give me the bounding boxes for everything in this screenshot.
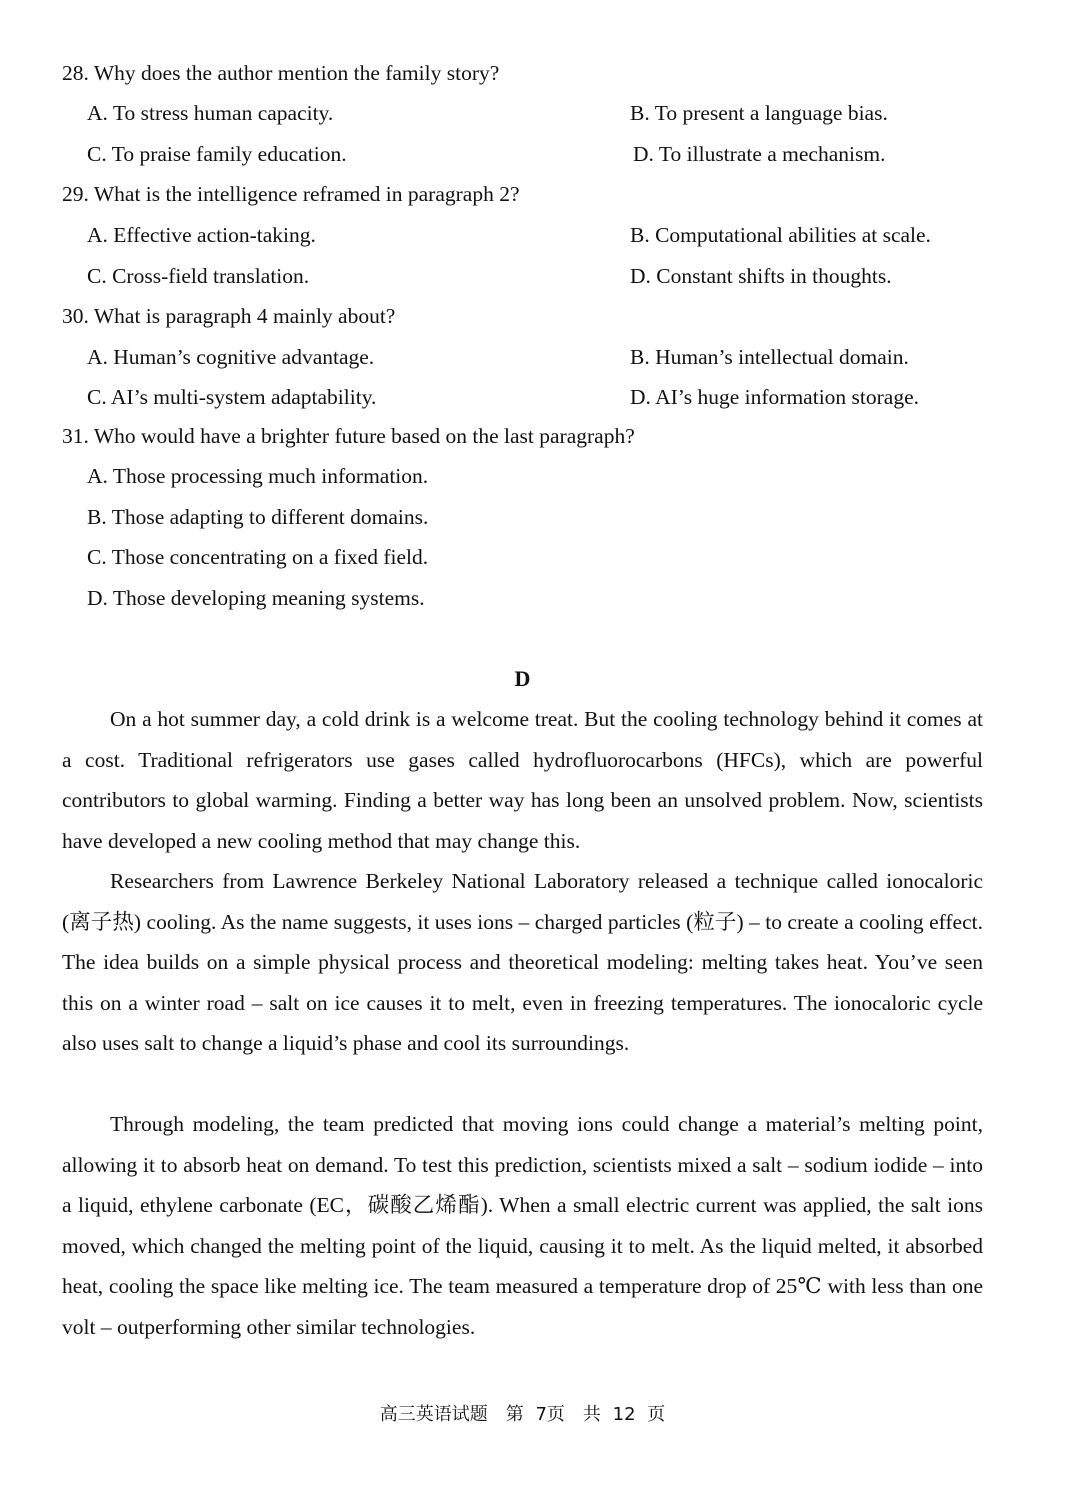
paragraph-2-text: Researchers from Lawrence Berkeley National Laboratory released a technique called ionocaloric (离子热) cooling. As the name suggests, it uses ions – charged particles (粒子) – to create a cooling effect. The idea builds on a simple physical process and theoretical modeling: melting takes heat. You’ve seen this on a winter road – salt on ice causes it to melt, even in freezing temperatures. The ionocaloric cycle also uses salt to change a liquid’s phase and cool its surroundings. [62, 869, 983, 1056]
page-footer: 高三英语试题 第 7页 共 12 页 [379, 1404, 666, 1425]
question-29-stem: 29. What is the intelligence reframed in paragraph 2? [62, 182, 520, 206]
question-31-option-c: C. Those concentrating on a fixed field. [87, 545, 429, 569]
paragraph-3-text: Through modeling, the team predicted that moving ions could change a material’s melting point, allowing it to absorb heat on demand. To test this prediction, scientists mixed a salt – sodium iodide – into a liquid, ethylene carbonate (EC，碳酸乙烯酯). When a small electric current was applied, the salt ions moved, which changed the melting point of the liquid, causing it to melt. As the liquid melted, it absorbed heat, cooling the space like melting ice. The team measured a temperature drop of 25℃ with less than one volt – outperforming other similar technologies. [62, 1112, 983, 1339]
question-30-option-c: C. AI’s multi-system adaptability. [87, 385, 377, 409]
question-28-option-d: D. To illustrate a mechanism. [633, 142, 886, 166]
passage-paragraph-3 [62, 1104, 983, 1348]
passage-paragraph-2 [62, 861, 983, 1064]
question-30-option-a: A. Human’s cognitive advantage. [87, 345, 375, 369]
question-29-option-b: B. Computational abilities at scale. [630, 223, 931, 247]
question-31-option-b: B. Those adapting to different domains. [87, 505, 429, 529]
question-31-stem: 31. Who would have a brighter future based on the last paragraph? [62, 424, 635, 448]
question-28-option-c: C. To praise family education. [87, 142, 347, 166]
paragraph-1-text: On a hot summer day, a cold drink is a welcome treat. But the cooling technology behind it comes at a cost. Traditional refrigerators use gases called hydrofluorocarbons (HFCs), which are powerful contributors to global warming. Finding a better way has long been an unsolved problem. Now, scientists have developed a new cooling method that may change this. [62, 707, 983, 853]
section-title: D [514, 666, 531, 691]
question-28-option-a: A. To stress human capacity. [87, 101, 334, 125]
question-29-option-d: D. Constant shifts in thoughts. [630, 264, 892, 288]
question-29-option-c: C. Cross-field translation. [87, 264, 310, 288]
question-31-option-a: A. Those processing much information. [87, 464, 429, 488]
passage-paragraph-1 [62, 699, 983, 861]
question-28-stem: 28. Why does the author mention the family story? [62, 61, 500, 85]
question-30-stem: 30. What is paragraph 4 mainly about? [62, 304, 396, 328]
question-29-option-a: A. Effective action-taking. [87, 223, 316, 247]
question-30-option-d: D. AI’s huge information storage. [630, 385, 920, 409]
question-28-option-b: B. To present a language bias. [630, 101, 888, 125]
question-31-option-d: D. Those developing meaning systems. [87, 586, 425, 610]
question-30-option-b: B. Human’s intellectual domain. [630, 345, 909, 369]
